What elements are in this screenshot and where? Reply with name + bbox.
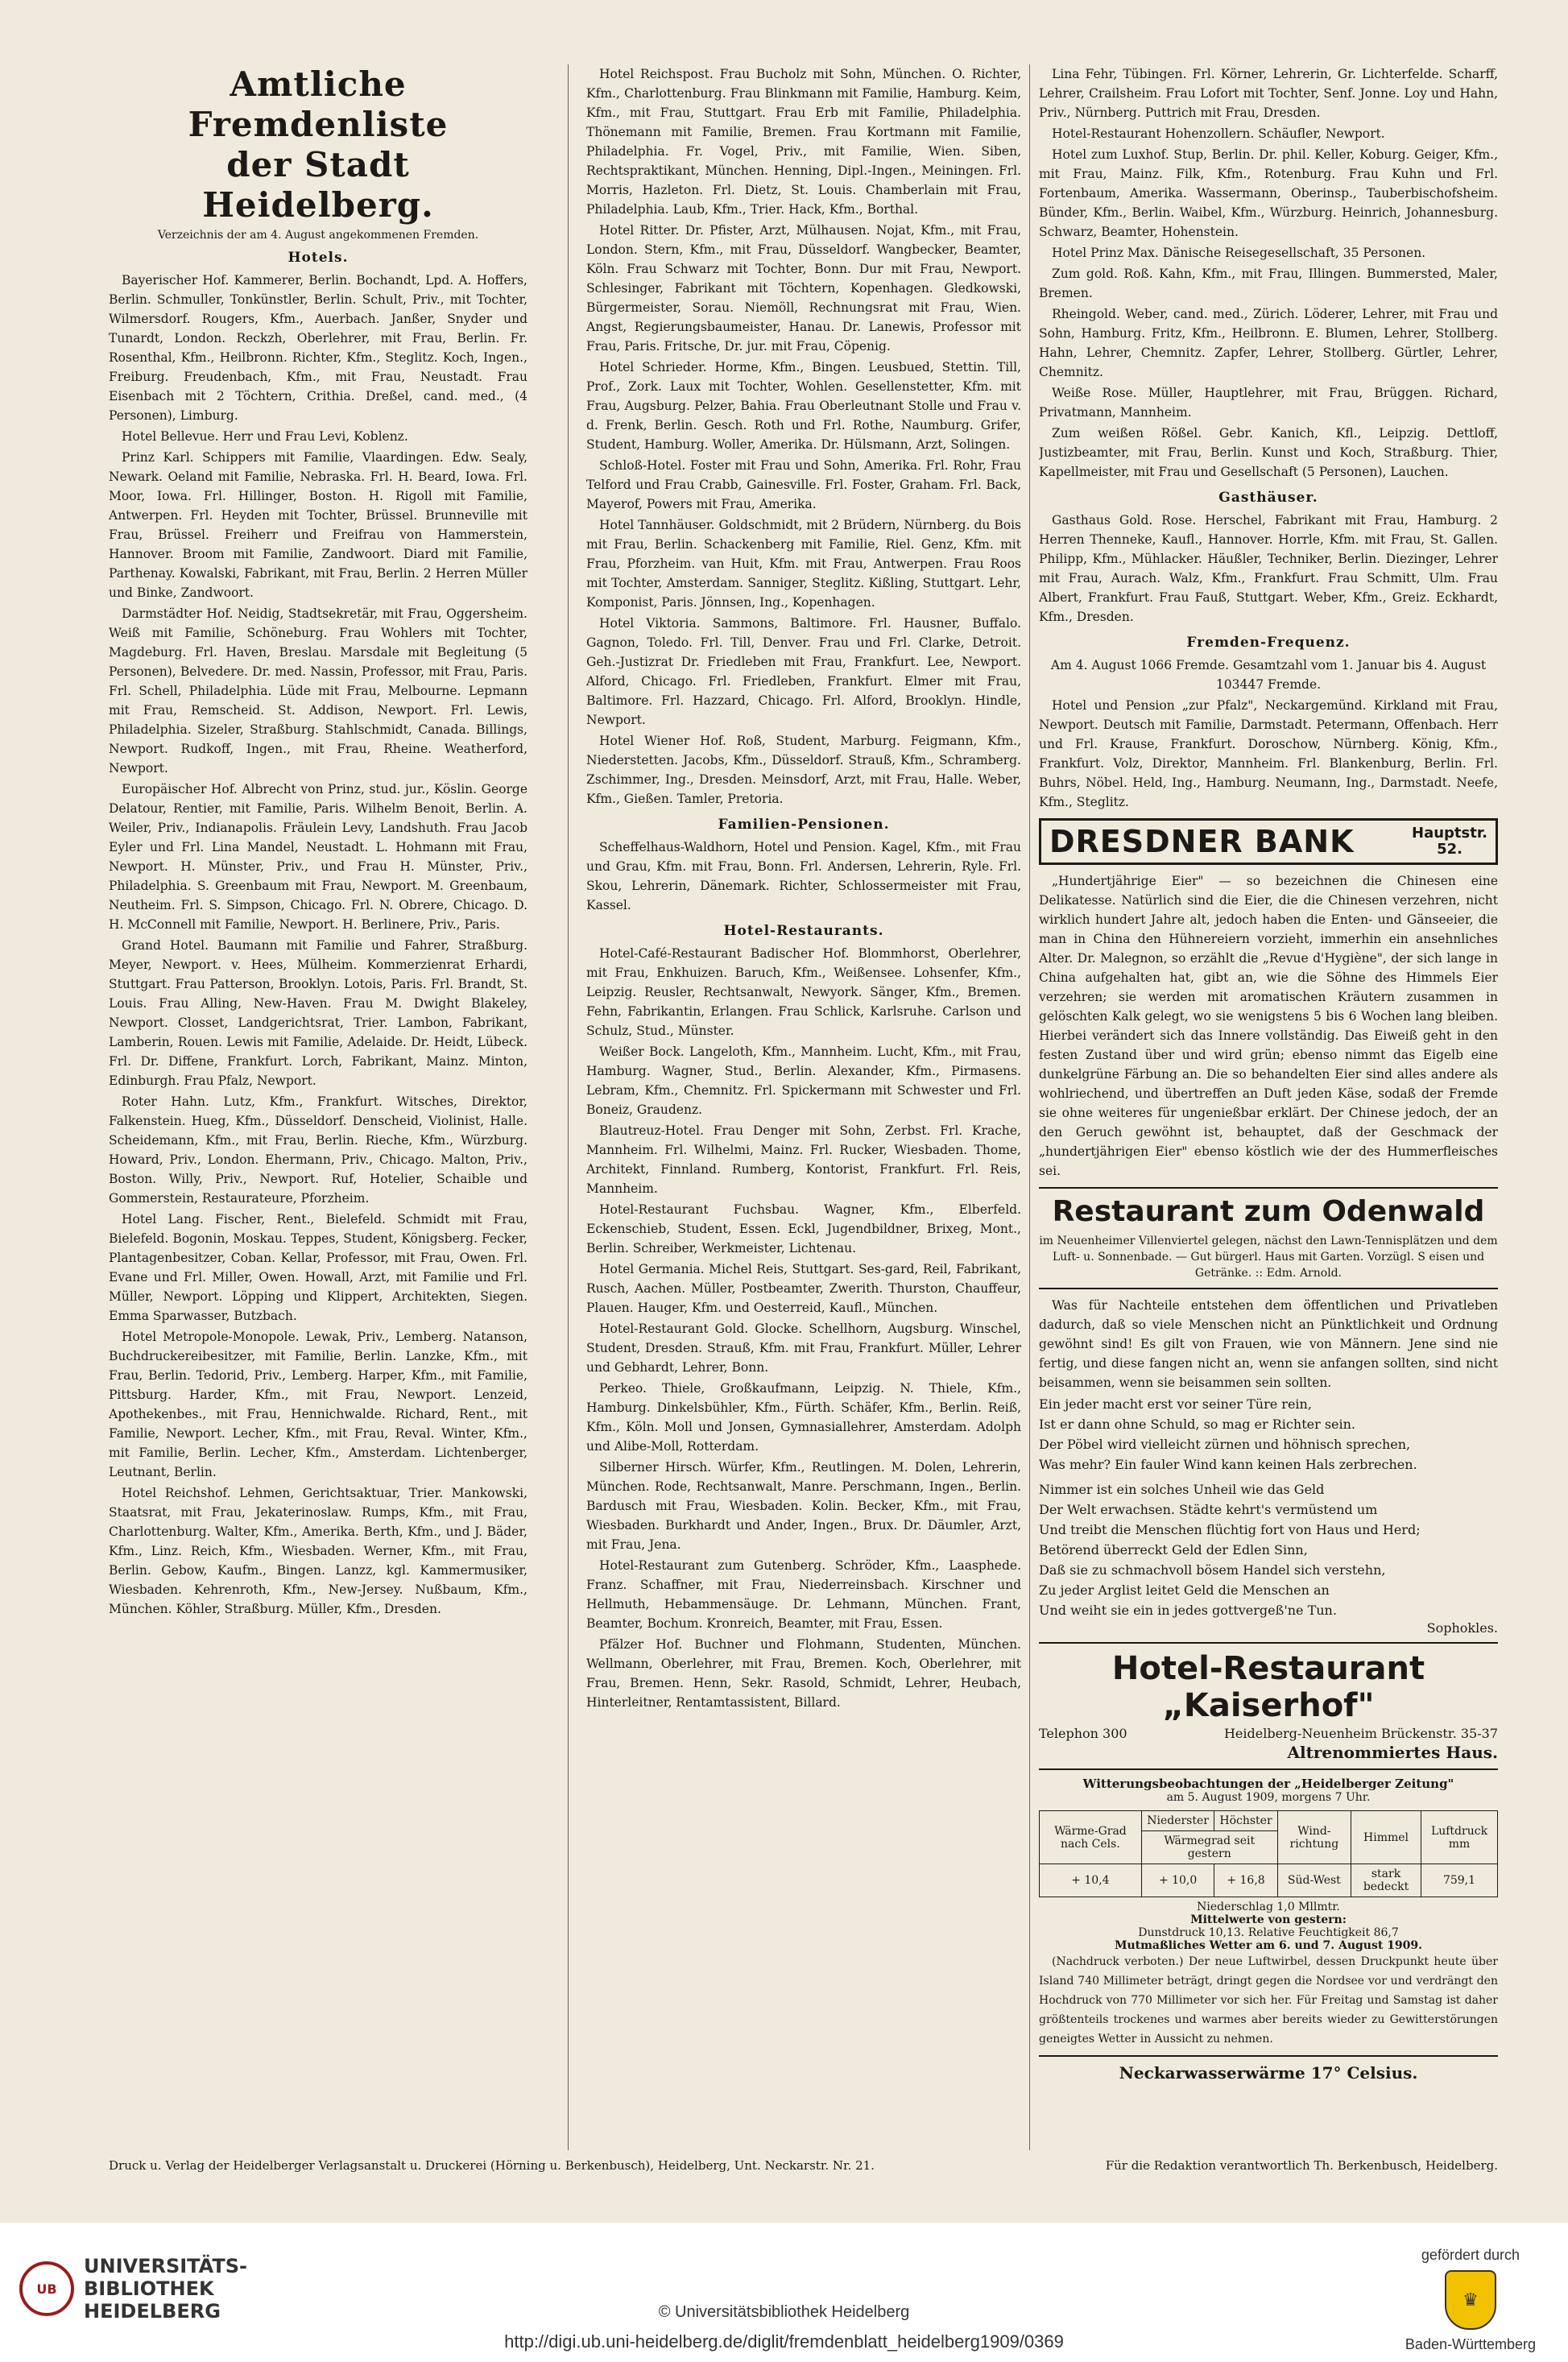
poem-author: Sophokles. [1426, 1620, 1498, 1636]
poem-line: Nimmer ist ein solches Unheil wie das Geld [1039, 1482, 1325, 1497]
odenwald-ad-text: im Neuenheimer Villenviertel gelegen, nächst den Lawn-Tennisplätzen und dem Luft- u. Sonnenbade. — Gut bürgerl. Haus mit Garten. Vorzügl. S eisen und Getränke. :: Edm. Arnold. [1039, 1235, 1498, 1280]
entry-prinz-max: Hotel Prinz Max. Dänische Reisegesellschaft, 35 Personen. [1052, 246, 1426, 260]
weather-means-values: Dunstdruck 10,13. Relative Feuchtigkeit 86,7 [1138, 1926, 1399, 1939]
dresdner-bank-ad [1039, 818, 1498, 865]
weather-header: Wärme-Grad nach Cels. [1040, 1811, 1142, 1864]
entry-silberner-hirsch: Silberner Hirsch. Würfer, Kfm., Reutlingen. M. Dolen, Lehrerin, München. Rode, Rechtsanwalt, Manre. Perschmann, Ingen., Berlin. Bardusch mit Frau, Wiesbaden. Kolin. Becker, Kfm., mit Frau, Wiesbaden. Burkhardt und Ander, Ingen., Brux. Dr. Däumler, Arzt, mit Frau, Jena. [586, 1460, 1021, 1552]
weather-cell: + 10,0 [1141, 1864, 1214, 1897]
weather-cell: + 16,8 [1214, 1864, 1277, 1897]
entry-bayerischer-hof: Bayerischer Hof. Kammerer, Berlin. Bochandt, Lpd. A. Hoffers, Berlin. Schmuller, Tonkünstler, Berlin. Schult, Priv., mit Tochter, Wilmersdorf. Rougers, Kfm., Auerbach. Janßer, Snyder und Tunardt, London. Reckzh, Oberlehrer, mit Frau, Berlin. Fr. Rosenthal, Kfm., Heilbronn. Richter, Kfm., Steglitz. Koch, Ingen., Freiburg. Freudenbach, Kfm., mit Frau, Neustadt. Frau Eisenbach mit 2 Töchtern, Crithia. Dreßel, cand. med., (4 Personen), Limburg. [109, 273, 527, 423]
entry-europaeischer-hof: Europäischer Hof. Albrecht von Prinz, stud. jur., Köslin. George Delatour, Rentier, mit Familie, Paris. Wilhelm Benoit, Berlin. A. Weiler, Priv., Indianapolis. Fräulein Levy, Landshuth. Frau Jacob Eyler und Frl. Lina Mandel, Neustadt. L. Hohmann mit Frau, Newport. H. Münster, Priv., und Frau H. Münster, Priv., Philadelphia. S. Greenbaum mit Frau, Newport. M. Greenbaum, Neutheim. Frl. S. Simpson, Chicago. Frl. N. Obrere, Chicago. D. H. McConnell mit Familie, Newport. H. Berlinere, Priv., Paris. [109, 782, 527, 932]
entry-bellevue: Hotel Bellevue. Herr und Frau Levi, Koblenz. [122, 429, 408, 444]
bank-name: DRESDNER BANK [1049, 824, 1355, 859]
entry-perkeo: Perkeo. Thiele, Großkaufmann, Leipzig. N. Thiele, Kfm., Hamburg. Dinkelsbühler, Kfm., Fürth. Schäfer, Kfm., Berlin. Reiß, Kfm., Köln. Moll und Jonsen, Gymnasiallehrer, Amsterdam. Adolph und Alibe-Moll, Rotterdam. [586, 1381, 1021, 1454]
entry-schrieder: Hotel Schrieder. Horme, Kfm., Bingen. Leusbued, Stettin. Till, Prof., Zork. Laux mit Tochter, Wohlen. Gesellenstetter, Kfm. mit Frau, Augsburg. Pelzer, Bahia. Frau Oberleutnant Stolle und Frau v. d. Frenk, Berlin. Gesch. Roth und Frl. Rothe, Naumburg. Grifer, Student, Hamburg. Woller, Amerika. Dr. Hülsmann, Arzt, Solingen. [586, 360, 1021, 452]
weather-cell: 759,1 [1421, 1864, 1498, 1897]
entry-metropole: Hotel Metropole-Monopole. Lewak, Priv., Lemberg. Natanson, Buchdruckereibesitzer, mit Familie, Berlin. Lanzke, Kfm., mit Frau, Berlin. Tedorid, Priv., Lemberg. Harper, Kfm., mit Familie, Pittsburg. Harder, Kfm., mit Frau, Newport. Lenzeid, Apothekenbes., mit Frau, Hennichwalde. Richard, Rent., mit Familie, Newport. Lecher, Kfm., mit Frau, Reval. Winter, Kfm., mit Familie, Berlin. Lecher, Kfm., Amsterdam. Lichtenberger, Leutnant, Berlin. [109, 1330, 527, 1479]
poem-line: Was mehr? Ein fauler Wind kann keinen Hals zerbrechen. [1039, 1457, 1417, 1472]
page-title-line2: der Stadt Heidelberg. [202, 145, 434, 225]
column-rule [1029, 64, 1030, 2150]
entry-blautreuz: Blautreuz-Hotel. Frau Denger mit Sohn, Zerbst. Frl. Krache, Mannheim. Frl. Wilhelmi, Mainz. Frl. Rucker, Wiesbaden. Thome, Architekt, Finnland. Rumberg, Kontorist, Frankfurt. Frl. Reis, Mannheim. [586, 1123, 1021, 1196]
poem-line: Daß sie zu schmachvoll bösem Handel sich verstehn, [1039, 1562, 1386, 1578]
library-name-line: HEIDELBERG [84, 2300, 221, 2323]
divider [1039, 2055, 1498, 2057]
column-1 [109, 64, 527, 2150]
section-heading-frequenz: Fremden-Frequenz. [1186, 635, 1351, 651]
kaiserhof-tagline: Altrenommiertes Haus. [1287, 1743, 1498, 1762]
weather-subheader: Wärmegrad seit gestern [1141, 1831, 1277, 1864]
source-url[interactable]: http://digi.ub.uni-heidelberg.de/diglit/fremdenblatt_heidelberg1909/0369 [504, 2331, 1064, 2352]
entry-grand-hotel: Grand Hotel. Baumann mit Familie und Fahrer, Straßburg. Meyer, Newport. v. Hees, Mülheim. Kommerzienrat Erhardi, Stuttgart. Frau Patterson, Brooklyn. Lotois, Paris. Frl. Brandt, St. Louis. Frau Alling, New-Haven. Frau M. Dwight Blakeley, Newport. Closset, Landgerichtsrat, Trier. Lambon, Fabrikant, Lamberin, Rouen. Lewis mit Familie, Adelaide. Dr. Heidt, Lübeck. Frl. Dr. Diffene, Frankfurt. Lorch, Fabrikant, Mainz. Minton, Edinburgh. Frau Pfalz, Newport. [109, 938, 527, 1088]
article-eggs: „Hundertjährige Eier" — so bezeichnen die Chinesen eine Delikatesse. Natürlich sind die Eier, die die Chinesen verzehren, nicht wirklich hundert Jahre alt, jedoch haben die Enten- und Gänseeier, die man in China den Hühnereiern vorzieht, immerhin ein ansehnliches Alter. Dr. Malegnon, so erzählt die „Revue d'Hygiène", der sich lange in China aufgehalten hat, gibt an, wie die Söhne des Himmels Eier verzehren; sie werden mit aromatischen Kräutern zusammen in gelöschten Kalk gelegt, wo sie wenigstens 5 bis 6 Wochen lang bleiben. Hierbei verändert sich das Innere vollständig. Das Eiweiß geht in den festen Zustand über und wird grün; ebenso nimmt das Eigelb eine dunkelgrüne Färbung an. Die so behandelten Eier sind alles andere als wohlriechend, und übertreffen an Duft jeden Käse, sodaß der Fremde sie ohne weiteres für ungenießbar erklärt. Der Chinese jedoch, der an den Geruch gewöhnt ist, behauptet, daß der Geschmack der „hundertjährigen Eier" ebenso köstlich wie der des Hummerfleisches sei. [1039, 874, 1498, 1178]
kaiserhof-ad-title: Hotel-Restaurant „Kaiserhof" [1111, 1650, 1425, 1724]
weather-header: Höchster [1214, 1811, 1277, 1831]
weather-forecast-text: (Nachdruck verboten.) Der neue Luftwirbel, dessen Druckpunkt heute über Island 740 Millimeter beträgt, dringt gegen die Nordsee vor und verdrängt den Hochdruck von 770 Millimeter vor sich her. Für Freitag und Samstag ist daher größtenteils trockenes und warmes aber bereits wieder zu Gewitterstörungen geneigtes Wetter in Aussicht zu nehmen. [1039, 1955, 1498, 2046]
library-name-line: UNIVERSITÄTS- [84, 2255, 248, 2277]
weather-means-label: Mittelwerte von gestern: [1190, 1913, 1347, 1926]
funder-logo [1405, 2247, 1536, 2353]
entry-gutenberg: Hotel-Restaurant zum Gutenberg. Schröder, Kfm., Laasphede. Franz. Schaffner, mit Frau, Niederreinsbach. Kirschner und Hellmuth, Hebammensäuge. Dr. Lehmann, München. Frant, Beamter, Bochum. Kronreich, Beamter, mit Frau, Essen. [586, 1558, 1021, 1631]
section-heading-familien: Familien-Pensionen. [718, 817, 890, 833]
weather-cell: Süd-West [1277, 1864, 1351, 1897]
poem-line: Der Pöbel wird vielleicht zürnen und höhnisch sprechen, [1039, 1437, 1411, 1452]
poem-line: Der Welt erwachsen. Städte kehrt's vermüstend um [1039, 1502, 1378, 1517]
poem-line: Ein jeder macht erst vor seiner Türe rein, [1039, 1396, 1312, 1412]
bank-address [1412, 825, 1487, 858]
weather-cell: + 10,4 [1040, 1864, 1142, 1897]
entry-viktoria: Hotel Viktoria. Sammons, Baltimore. Frl. Hausner, Buffalo. Gagnon, Toledo. Frl. Till, Denver. Frau und Frl. Clarke, Detroit. Geh.-Justizrat Dr. Friedleben mit Frau, Frankfurt. Lee, Newport. Alford, Chicago. Frl. Friedleben, Frankfurt. Elmer mit Frau, Baltimore. Frl. Hazzard, Chicago. Frl. Alford, Brooklyn. Hindle, Newport. [586, 616, 1021, 727]
entry-hotel-lang: Hotel Lang. Fischer, Rent., Bielefeld. Schmidt mit Frau, Bielefeld. Bogonin, Moskau. Teppes, Student, Königsberg. Fecker, Plantagenbesitzer, Coban. Kellar, Professor, mit Frau, Owen. Frl. Evane und Frl. Miller, Owen. Howall, Arzt, mit Familie und Frl. Müller, Newport. Löpping und Klippert, Architekten, Siegen. Emma Sparwasser, Butzbach. [109, 1212, 527, 1323]
kaiserhof-address: Heidelberg-Neuenheim Brückenstr. 35-37 [1223, 1726, 1498, 1741]
weather-forecast-title: Mutmaßliches Wetter am 6. und 7. August 1909. [1114, 1939, 1423, 1952]
entry-weisse-rose: Weiße Rose. Müller, Hauptlehrer, mit Frau, Brüggen. Richard, Privatmann, Mannheim. [1039, 386, 1498, 420]
entry-reichspost: Hotel Reichspost. Frau Bucholz mit Sohn, München. O. Richter, Kfm., Charlottenburg. Frau Blinkmann mit Familie, Hamburg. Keim, Kfm., mit Frau, Stuttgart. Frau Erb mit Familie, Philadelphia. Thönemann mit Familie, Bremen. Frau Kortmann mit Familie, Philadelphia. Fr. Vogel, Priv., mit Familie, Wien. Siben, Rechtspraktikant, München. Henning, Dipl.-Ingen., Meiningen. Frl. Morris, Hazleton. Frl. Dietz, St. Louis. Chamberlain mit Frau, Philadelphia. Laub, Kfm., Trier. Hack, Kfm., Borthal. [586, 67, 1021, 217]
entry-prinz-karl: Prinz Karl. Schippers mit Familie, Vlaardingen. Edw. Sealy, Newark. Oeland mit Familie, Nebraska. Frl. H. Beard, Iowa. Frl. Moor, Iowa. Frl. Hillinger, Boston. H. Rigoll mit Familie, Antwerpen. Frl. Heyden mit Tochter, Brüssel. Brunneville mit Frau, Brüssel. Freiherr und Freifrau von Hammerstein, Hannover. Broom mit Familie, Zandwoort. Diard mit Familie, Parthenay. Kowalski, Fabrikant, mit Frau, Berlin. 2 Herren Müller und Binke, Zandwoort. [109, 450, 527, 600]
entry-germania: Hotel Germania. Michel Reis, Stuttgart. Ses-gard, Reil, Fabrikant, Rusch, Aachen. Müller, Postbeamter, Zwerith. Thurston, Chauffeur, Plauen. Hauger, Kfm. und Oesterreid, Kaufl., München. [586, 1262, 1021, 1315]
weather-title: Witterungsbeobachtungen der „Heidelberger Zeitung" [1082, 1777, 1454, 1791]
neckar-temperature: Neckarwasserwärme 17° Celsius. [1119, 2063, 1418, 2083]
weather-header: Wind-richtung [1277, 1811, 1351, 1864]
entry-roter-hahn: Roter Hahn. Lutz, Kfm., Frankfurt. Witsches, Direktor, Falkenstein. Hueg, Kfm., Düsseldorf. Denscheid, Violinist, Halle. Scheidemann, Kfm., mit Frau, Berlin. Rieche, Kfm., Würzburg. Howard, Priv., London. Ehermann, Priv., Chicago. Malton, Priv., Boston. Willy, Priv., Newport. Ruf, Hotelier, Schaible und Gommerstein, Restaurateure, Pforzheim. [109, 1094, 527, 1206]
entry-continued: Lina Fehr, Tübingen. Frl. Körner, Lehrerin, Gr. Lichterfelde. Scharff, Lehrer, Crailsheim. Frau Lofort mit Tochter, Senf. Jonne. Loy und Hahn, Priv., Nürnberg. Puttrich mit Frau, Dresden. [1039, 67, 1498, 120]
entry-schloss-hotel: Schloß-Hotel. Foster mit Frau und Sohn, Amerika. Frl. Rohr, Frau Telford und Frau Crabb, Gainesville. Frl. Foster, Graham. Frl. Back, Mayerof, Powers mit Frau, Amerika. [586, 458, 1021, 511]
entry-wiener-hof: Hotel Wiener Hof. Roß, Student, Marburg. Feigmann, Kfm., Niederstetten. Jacobs, Kfm., Düsseldorf. Strauß, Kfm., Schramberg. Zschimmer, Ing., Dresden. Meinsdorf, Arzt, mit Frau, Halle. Weber, Kfm., Gießen. Tamler, Pretoria. [586, 734, 1021, 806]
entry-gasthaus-gold-rose: Gasthaus Gold. Rose. Herschel, Fabrikant mit Frau, Hamburg. 2 Herren Thenneke, Kaufl., Hannover. Horrle, Kfm. mit Frau, St. Gallen. Philipp, Kfm., Mühlacker. Häußler, Techniker, Berlin. Diezinger, Lehrer mit Frau, Aurach. Walz, Kfm., Frankfurt. Frau Schmitt, Ulm. Frau Albert, Frankfurt. Frau Fauß, Stuttgart. Weber, Kfm., Greiz. Eckhardt, Kfm., Dresden. [1039, 513, 1498, 624]
divider [1039, 1288, 1498, 1289]
imprint-footer [109, 2158, 1498, 2173]
entry-rheingold: Rheingold. Weber, cand. med., Zürich. Löderer, Lehrer, mit Frau und Sohn, Hamburg. Fritz, Kfm., Heilbronn. E. Blumen, Lehrer, Stollberg. Hahn, Lehrer, Chemnitz. Zapfer, Lehrer, Stollberg. Gürtler, Lehrer, Chemnitz. [1039, 307, 1498, 379]
entry-tannhaeuser: Hotel Tannhäuser. Goldschmidt, mit 2 Brüdern, Nürnberg. du Bois mit Frau, Berlin. Schackenberg mit Familie, Riel. Genz, Kfm. mit Frau, Pforzheim. van Huit, Kfm. mit Frau, Antwerpen. Frau Roos mit Tochter, Amsterdam. Sanniger, Steglitz. Kißling, Stuttgart. Lehr, Komponist, Paris. Jönnsen, Ing., Kopenhagen. [586, 518, 1021, 610]
coat-of-arms-icon: ♛ [1445, 2270, 1496, 2330]
kaiserhof-phone: Telephon 300 [1039, 1726, 1127, 1741]
poem-line: Ist er dann ohne Schuld, so mag er Richter sein. [1039, 1417, 1356, 1432]
weather-cell: stark bedeckt [1351, 1864, 1421, 1897]
entry-luxhof: Hotel zum Luxhof. Stup, Berlin. Dr. phil. Keller, Koburg. Geiger, Kfm., mit Frau, Mainz. Filk, Kfm., Rotenburg. Frau Kuhn und Frl. Fortenbaum, Amerika. Wassermann, Oberinsp., Tauberbischofsheim. Bünder, Kfm., Berlin. Waibel, Kfm., Würzburg. Heinrich, Johannesburg. Schwarz, Beamter, Hohenstein. [1039, 147, 1498, 239]
poem-line: Und weiht sie ein in jedes gottvergeß'ne Tun. [1039, 1603, 1337, 1618]
entry-gold-ross: Zum gold. Roß. Kahn, Kfm., mit Frau, Illingen. Bummersted, Maler, Bremen. [1039, 267, 1498, 300]
poem-line: Zu jeder Arglist leitet Geld die Menschen an [1039, 1582, 1330, 1598]
entry-ritter: Hotel Ritter. Dr. Pfister, Arzt, Mülhausen. Nojat, Kfm., mit Frau, London. Stern, Kfm., mit Frau, Düsseldorf. Wangbecker, Beamter, Köln. Frau Schwarz mit Tochter, Bonn. Dur mit Frau, Newport. Schlesinger, Fabrikant mit Töchtern, Kopenhagen. Gledkowski, Bürgermeister, Sorau. Niemöll, Rechnungsrat mit Frau, Wien. Angst, Regierungsbaumeister, Hanau. Dr. Lanewis, Professor mit Frau, Paris. Fritsche, Dr. jur. mit Frau, Cöpenig. [586, 223, 1021, 354]
column-3 [1039, 64, 1498, 2150]
weather-header: Himmel [1351, 1811, 1421, 1864]
library-name-line: BIBLIOTHEK [84, 2277, 214, 2300]
imprint-editor: Für die Redaktion verantwortlich Th. Berkenbusch, Heidelberg. [1105, 2158, 1498, 2173]
divider [1039, 1768, 1498, 1770]
section-heading-hotels: Hotels. [288, 250, 349, 266]
weather-header: Niederster [1141, 1811, 1214, 1831]
library-seal-icon: UB [19, 2261, 74, 2316]
poem-line: Und treibt die Menschen flüchtig fort von Haus und Herd; [1039, 1522, 1421, 1537]
article-punctuality: Was für Nachteile entstehen dem öffentlichen und Privatleben dadurch, daß so viele Menschen nicht an Pünktlichkeit und Ordnung gewöhnt sind! Es gilt von Frauen, wie von Männern. Jene sind nie fertig, und diese fangen nicht an, wenn sie anfangen sollten, sind nicht beisammen, wenn sie beisammen sein sollten. [1039, 1298, 1498, 1390]
divider [1039, 1187, 1498, 1189]
imprint-printer: Druck u. Verlag der Heidelberger Verlagsanstalt u. Druckerei (Hörning u. Berkenbusch), Heidelberg, Unt. Neckarstr. Nr. 21. [109, 2158, 875, 2173]
funder-label: gefördert durch [1421, 2247, 1520, 2263]
entry-reichshof: Hotel Reichshof. Lehmen, Gerichtsaktuar, Trier. Mankowski, Staatsrat, mit Frau, Jekaterinoslaw. Rumps, Kfm., mit Frau, Charlottenburg. Walter, Kfm., Amerika. Berth, Kfm., und J. Bäder, Kfm., Linz. Reich, Kfm., Wiesbaden. Werner, Kfm., mit Frau, Berlin. Gebow, Kaufm., Bingen. Lanzz, kgl. Kammermusiker, Wiesbaden. Kehrenroth, Kfm., New-Jersey. Nußbaum, Kfm., München. Köhler, Straßburg. Müller, Kfm., Dresden. [109, 1486, 527, 1616]
entry-gold-glocke: Hotel-Restaurant Gold. Glocke. Schellhorn, Augsburg. Winschel, Student, Dresden. Strauß, Kfm. mit Frau, Frankfurt. Müller, Lehrer und Gebhardt, Lehrer, Bonn. [586, 1322, 1021, 1375]
bank-address-street: Hauptstr. [1412, 825, 1487, 842]
column-2 [586, 64, 1021, 2150]
subtitle: Verzeichnis der am 4. August angekommenen Fremden. [157, 229, 479, 242]
weather-rain: Niederschlag 1,0 Mllmtr. [1197, 1901, 1340, 1913]
copyright-notice: © Universitätsbibliothek Heidelberg [658, 2303, 910, 2321]
section-heading-gasthaeuser: Gasthäuser. [1218, 490, 1318, 506]
divider [1039, 1642, 1498, 1644]
entry-zur-pfalz: Hotel und Pension „zur Pfalz", Neckargemünd. Kirkland mit Frau, Newport. Deutsch mit Familie, Darmstadt. Petermann, Offenbach. Herr und Frl. Krause, Frankfurt. Doroschow, Nürnberg. König, Kfm., Frankfurt. Volz, Direktor, Mannheim. Frl. Blankenburg, Berlin. Frl. Buhrs, Nöbel. Held, Ing., Hamburg. Neumann, Ing., Darmstadt. Neefe, Kfm., Steglitz. [1039, 698, 1498, 809]
page-title: Amtliche Fremdenliste [188, 64, 449, 144]
entry-fuchsbau: Hotel-Restaurant Fuchsbau. Wagner, Kfm., Elberfeld. Eckenschieb, Student, Essen. Eckl, Jugendbildner, Brixeg, Mont., Berlin. Schreiber, Werkmeister, Lichtenau. [586, 1202, 1021, 1255]
column-rule [568, 64, 569, 2150]
funder-name: Baden-Württemberg [1405, 2336, 1536, 2352]
frequenz-text: Am 4. August 1066 Fremde. Gesamtzahl vom 1. Januar bis 4. August 103447 Fremde. [1050, 658, 1487, 692]
entry-weissen-roessel: Zum weißen Rößel. Gebr. Kanich, Kfl., Leipzig. Dettloff, Justizbeamter, mit Frau, Berlin. Kunst und Koch, Straßburg. Thier, Kapellmeister, mit Frau und Gesellschaft (5 Personen), Lauchen. [1039, 426, 1498, 479]
weather-header: Luftdruck mm [1421, 1811, 1498, 1864]
entry-hohenzollern: Hotel-Restaurant Hohenzollern. Schäufler, Newport. [1052, 126, 1385, 141]
poem-line: Betörend überreckt Geld der Edlen Sinn, [1039, 1542, 1308, 1557]
odenwald-ad-title: Restaurant zum Odenwald [1052, 1195, 1485, 1228]
entry-pfaelzer-hof: Pfälzer Hof. Buchner und Flohmann, Studenten, München. Wellmann, Oberlehrer, mit Frau, Bremen. Koch, Oberlehrer, mit Frau, Bremen. Henn, Sekr. Rasold, Schmidt, Lehrer, Heubach, Hinterleitner, Rentamtassistent, Billard. [586, 1637, 1021, 1710]
entry-weisser-bock: Weißer Bock. Langeloth, Kfm., Mannheim. Lucht, Kfm., mit Frau, Hamburg. Wagner, Stud., Berlin. Alexander, Kfm., Pirmasens. Lebram, Kfm., Chemnitz. Frl. Spickermann mit Schwester und Frl. Boneiz, Graudenz. [586, 1044, 1021, 1117]
bank-address-number: 52. [1437, 841, 1463, 858]
entry-badischer-hof: Hotel-Café-Restaurant Badischer Hof. Blommhorst, Oberlehrer, mit Frau, Enkhuizen. Baruch, Kfm., Weißensee. Lohsenfer, Kfm., Leipzig. Reusler, Rechtsanwalt, Newyork. Sänger, Kfm., Bremen. Fehn, Fabrikantin, Erlangen. Frau Schlick, Karlsruhe. Carlson und Schulz, Stud., Münster. [586, 946, 1021, 1038]
section-heading-restaurants: Hotel-Restaurants. [723, 923, 884, 939]
kaiserhof-contact [1039, 1726, 1498, 1741]
entry-darmstaedter-hof: Darmstädter Hof. Neidig, Stadtsekretär, mit Frau, Oggersheim. Weiß mit Familie, Schöneburg. Frau Wohlers mit Tochter, Magdeburg. Frl. Haven, Breslau. Marsdale mit Begleitung (5 Personen), Belvedere. Dr. med. Nassin, Professor, mit Frau, Paris. Frl. Schell, Philadelphia. Lüde mit Frau, Melbourne. Lepmann mit Frau, Remscheid. St. Addison, Newport. Frl. Lewis, Philadelphia. Sizeler, Straßburg. Stahlschmidt, Canada. Billings, Newport. Rudkoff, Ingen., mit Frau, Rheine. Weatherford, Newport. [109, 606, 527, 776]
weather-date: am 5. August 1909, morgens 7 Uhr. [1166, 1791, 1371, 1804]
entry-scheffelhaus: Scheffelhaus-Waldhorn, Hotel und Pension. Kagel, Kfm., mit Frau und Grau, Kfm. mit Frau, Bonn. Frl. Andersen, Lehrerin, Ryle. Frl. Skou, Lehrerin, Dänemark. Richter, Schlossermeister mit Frau, Kassel. [586, 840, 1021, 912]
weather-table [1039, 1810, 1498, 1897]
table-row [1040, 1864, 1498, 1897]
